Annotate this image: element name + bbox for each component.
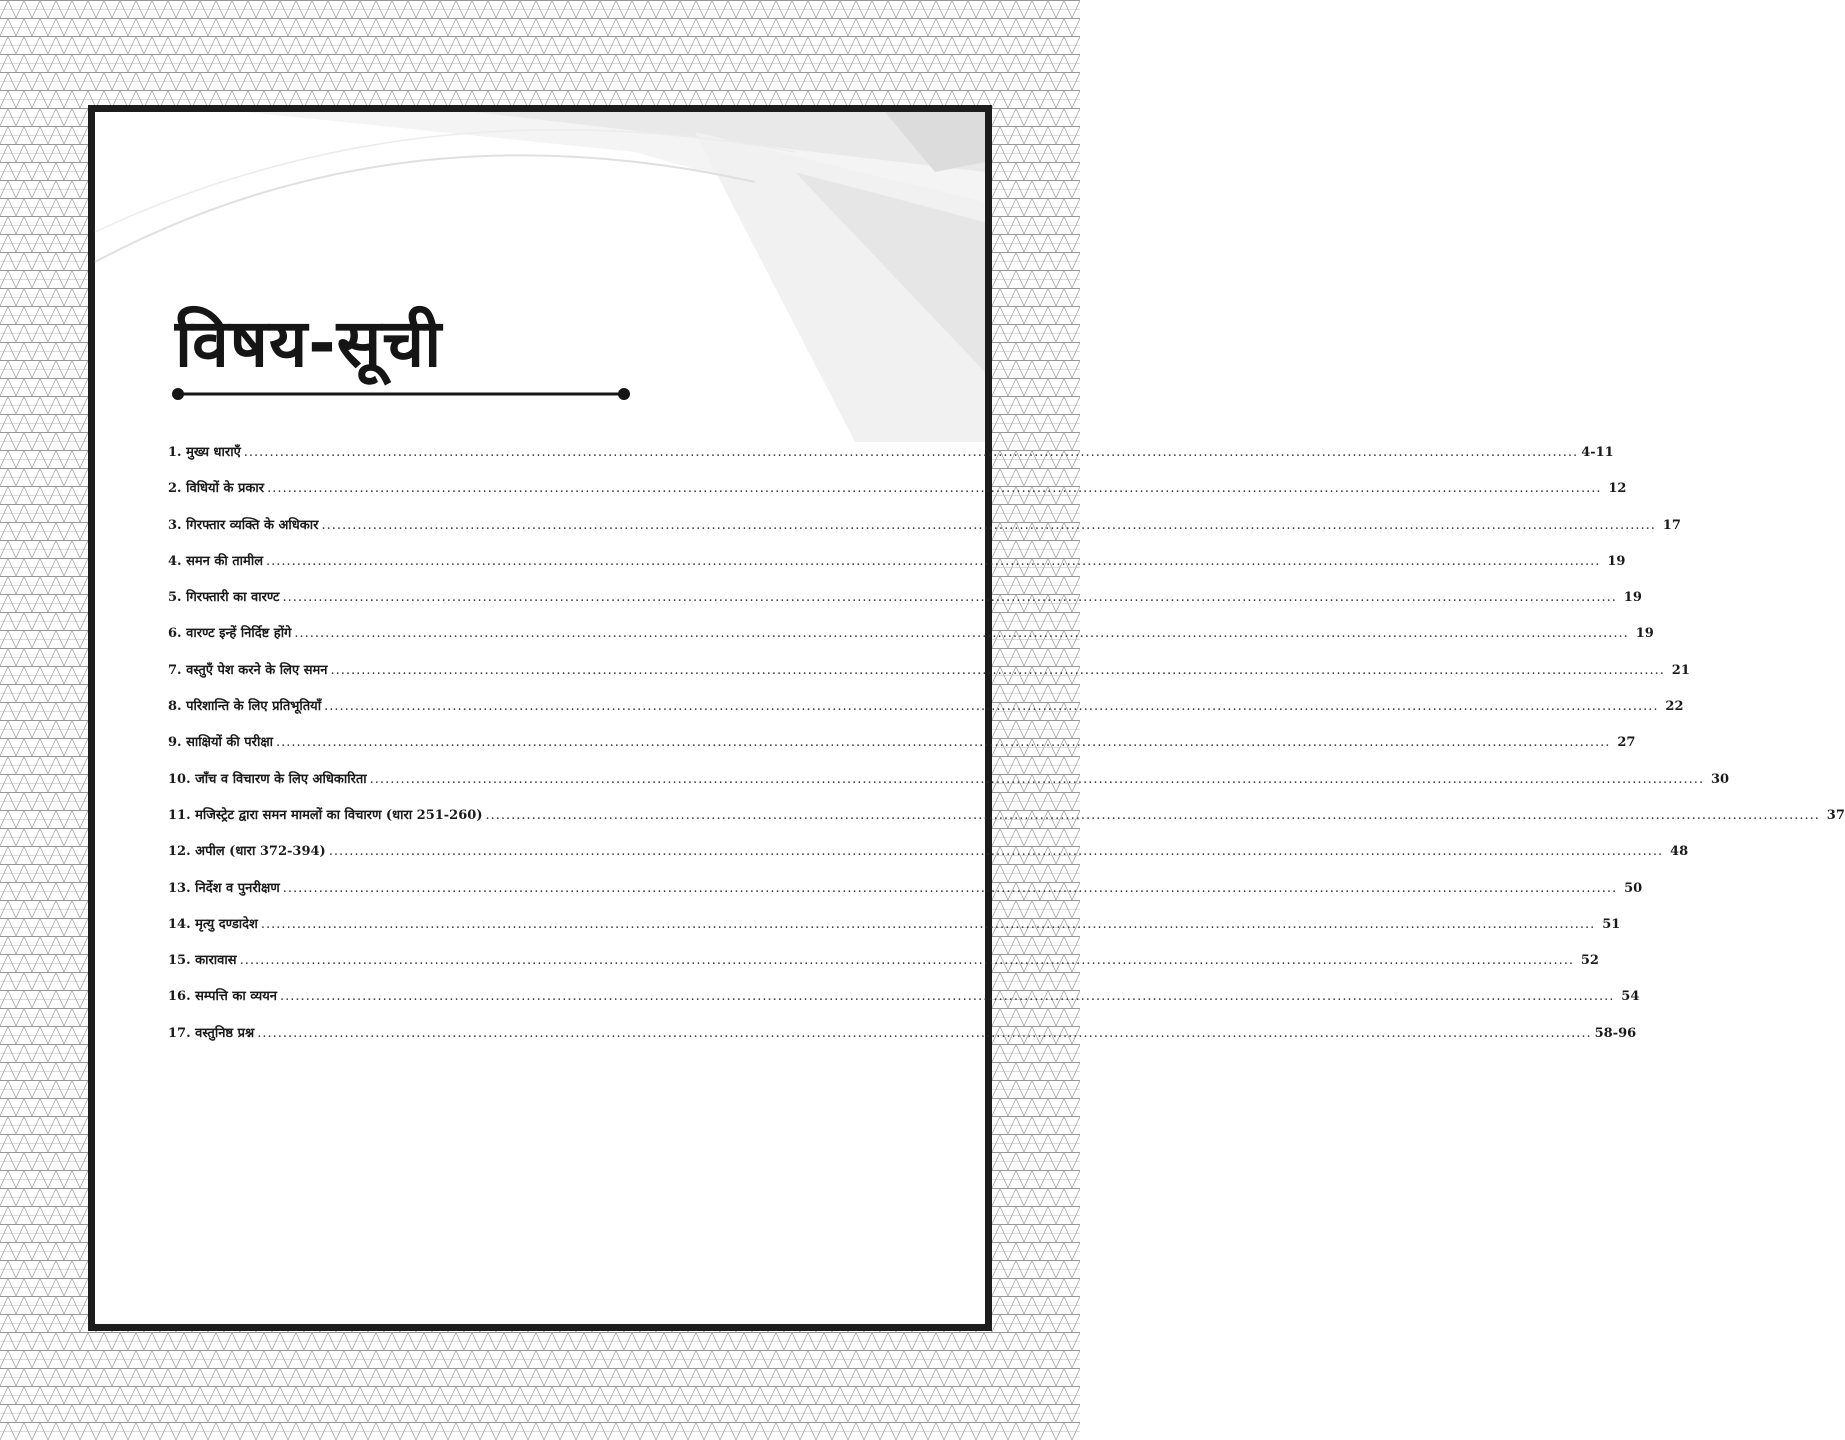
toc-entry [168,623,1654,659]
toc-entry-label: 13. निर्देश व पुनरीक्षण [168,880,280,896]
toc-entry-page: 19 [1607,553,1626,569]
toc-entry [168,1023,1637,1059]
toc-entry [168,805,1845,841]
toc-entry-label: 10. जाँच व विचारण के लिए अधिकारिता [168,771,367,787]
toc-entry-page: 58-96 [1594,1025,1637,1041]
toc-entry [168,769,1730,805]
toc-entry-page: 17 [1662,517,1681,533]
toc-entry-label: 4. समन की तामील [168,553,264,569]
toc-entry-page: 4-11 [1581,445,1614,460]
toc-entry-page: 21 [1671,662,1690,678]
toc-entry [168,986,1640,1022]
page-title: विषय-सूची [175,305,443,382]
toc-entry [168,587,1642,623]
dot-leader: .................................................................................................................................................................................................................................................................... [257,1025,1592,1041]
toc-entry-label: 2. विधियों के प्रकार [168,481,265,497]
toc-entry [168,696,1684,732]
toc-entry [168,660,1690,696]
toc-entry [168,950,1599,986]
toc-entry-label: 5. गिरफ्तारी का वारण्ट [168,590,280,606]
toc-entry-page: 27 [1617,735,1636,751]
toc-entry [168,442,1614,478]
dot-leader: .................................................................................................................................................................................................................................................................... [485,807,1820,823]
dot-leader: .................................................................................................................................................................................................................................................................... [328,844,1664,860]
dot-leader: .................................................................................................................................................................................................................................................................... [321,517,1656,533]
toc-entry-label: 7. वस्तुएँ पेश करने के लिए समन [168,662,328,678]
toc-entry-page: 37 [1826,807,1845,823]
dot-leader: .................................................................................................................................................................................................................................................................... [267,481,1602,497]
toc-entry-page: 52 [1580,953,1599,969]
dot-leader: .................................................................................................................................................................................................................................................................... [279,989,1615,1005]
toc-entry-label: 16. सम्पत्ति का व्ययन [168,989,277,1005]
toc-entry-label: 17. वस्तुनिष्ठ प्रश्न [168,1025,255,1041]
dot-leader: .................................................................................................................................................................................................................................................................... [369,771,1705,787]
toc-entry-page: 12 [1608,481,1627,497]
dot-leader: .................................................................................................................................................................................................................................................................... [243,445,1579,460]
toc-entry-page: 54 [1621,989,1640,1005]
dot-leader: .................................................................................................................................................................................................................................................................... [266,553,1601,569]
table-of-contents [168,442,1845,1059]
dot-leader: .................................................................................................................................................................................................................................................................... [294,626,1629,642]
dot-leader: .................................................................................................................................................................................................................................................................... [282,880,1618,896]
toc-entry-label: 11. मजिस्ट्रेट द्वारा समन मामलों का विचारण (धारा 251-260) [168,807,483,823]
title-underline [171,387,631,401]
dot-leader: .................................................................................................................................................................................................................................................................... [239,953,1574,969]
toc-entry-page: 19 [1635,626,1654,642]
toc-entry-label: 6. वारण्ट इन्हें निर्दिष्ट होंगे [168,626,292,642]
toc-entry-page: 50 [1624,880,1643,896]
toc-entry-label: 14. मृत्यु दण्डादेश [168,916,258,932]
toc-entry [168,515,1681,551]
toc-entry [168,841,1689,877]
toc-entry-page: 30 [1710,771,1730,787]
toc-entry [168,878,1643,914]
dot-leader: .................................................................................................................................................................................................................................................................... [282,590,1617,606]
toc-entry-label: 1. मुख्य धाराएँ [168,445,241,460]
toc-entry-page: 19 [1623,590,1642,606]
dot-leader: .................................................................................................................................................................................................................................................................... [276,735,1611,751]
content-frame [88,105,1845,1331]
toc-entry-page: 48 [1670,844,1689,860]
toc-entry [168,551,1626,587]
dot-leader: .................................................................................................................................................................................................................................................................... [330,662,1665,678]
toc-entry-label: 8. परिशान्ति के लिए प्रतिभूतियाँ [168,699,322,715]
toc-entry-label: 3. गिरफ्तार व्यक्ति के अधिकार [168,517,319,533]
toc-entry-page: 22 [1665,699,1684,715]
toc-entry [168,732,1636,768]
toc-entry-page: 51 [1602,916,1621,932]
toc-entry-label: 12. अपील (धारा 372-394) [168,844,326,860]
toc-entry-label: 9. साक्षियों की परीक्षा [168,735,274,751]
toc-entry [168,478,1627,514]
toc-entry [168,914,1621,950]
toc-entry-label: 15. कारावास [168,953,237,969]
dot-leader: .................................................................................................................................................................................................................................................................... [324,699,1659,715]
dot-leader: .................................................................................................................................................................................................................................................................... [260,916,1596,932]
